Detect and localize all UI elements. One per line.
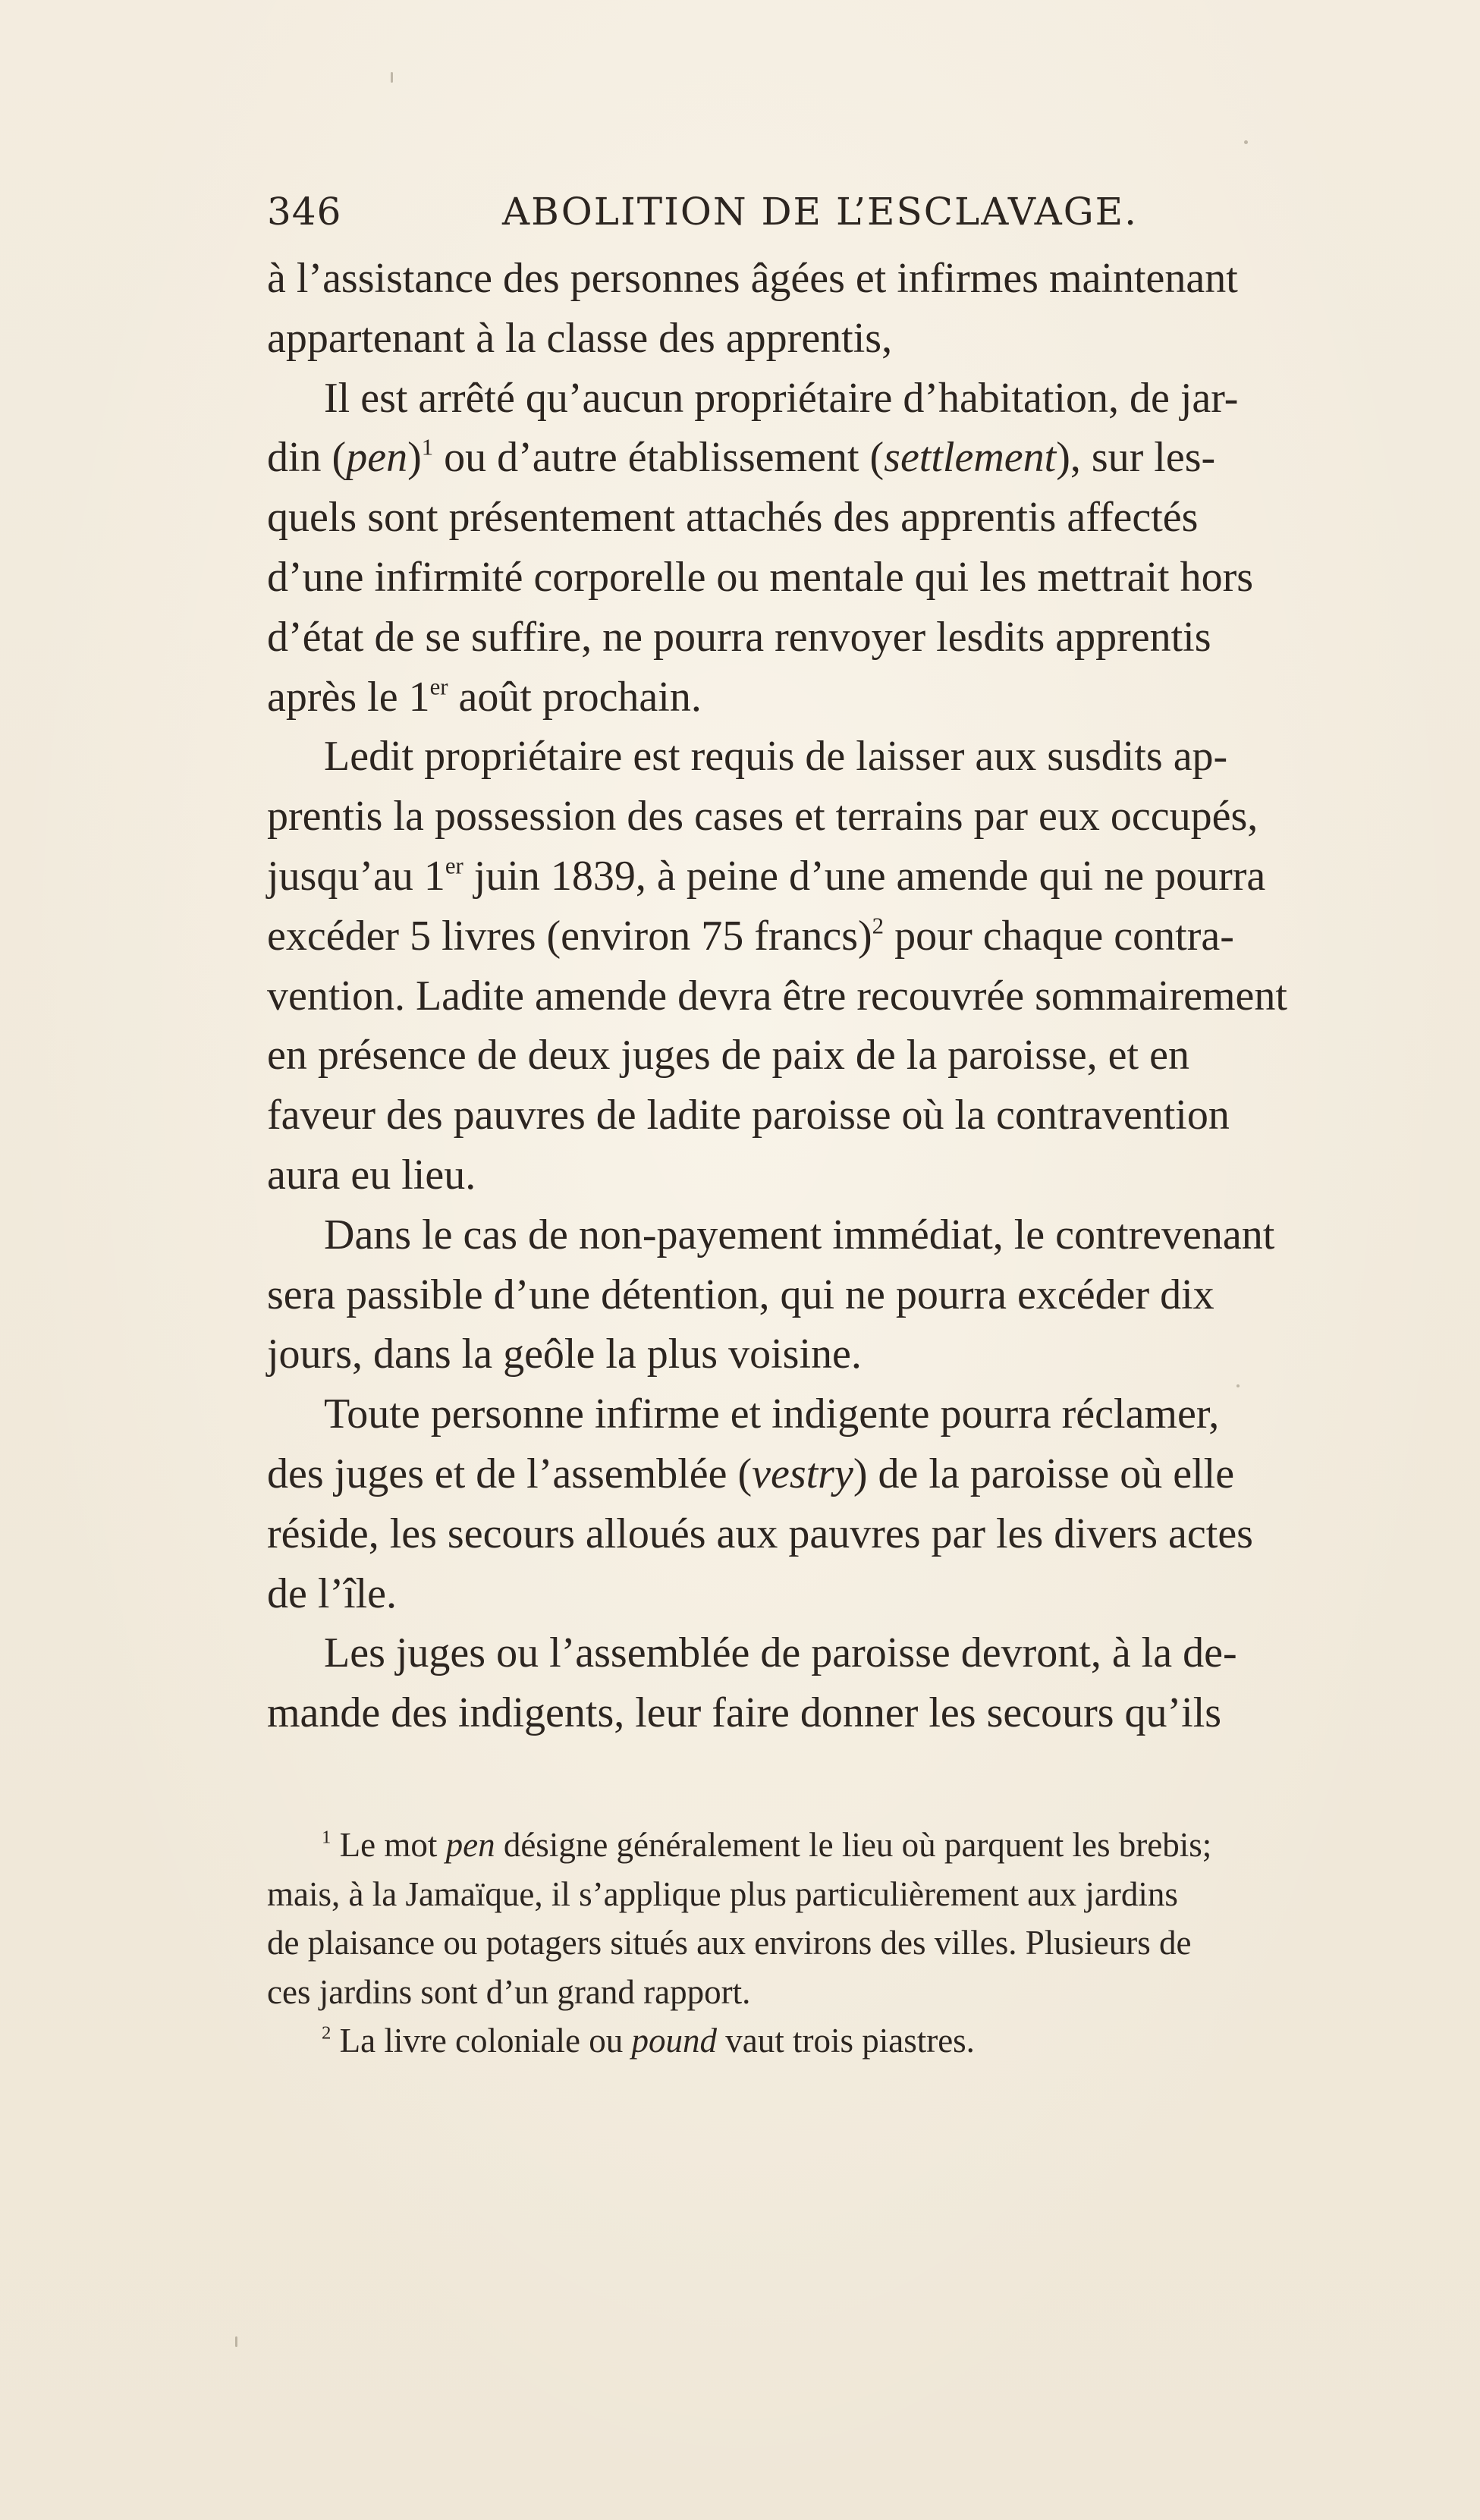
text-fragment: pour chaque contra- [884,912,1234,960]
footnote-1 [267,1821,1405,1870]
text-line: appartenant à la classe des apprentis, [267,314,893,362]
text-fragment: des juges et de l’assemblée ( [267,1450,753,1497]
footnote-line: mais, à la Jamaïque, il s’applique plus particulièrement aux jardins [267,1874,1178,1913]
body-text [267,249,1405,1743]
italic-term-pen: pen [346,434,408,482]
footnote-line: ces jardins sont d’un grand rapport. [267,1972,751,2011]
ordinal-suffix: er [445,853,463,879]
text-line: de l’île. [267,1570,397,1617]
text-line: à l’assistance des personnes âgées et infirmes maintenant [267,255,1238,302]
text-fragment: excéder 5 livres (environ 75 francs) [267,912,872,960]
ordinal-suffix: er [429,674,448,700]
text-line: Dans le cas de non-payement immédiat, le contrevenant [324,1211,1275,1258]
text-fragment: din ( [267,434,347,482]
paper-speck [391,72,393,83]
footnotes [267,1821,1405,2066]
page-number: 346 [267,190,342,234]
text-line: prentis la possession des cases et terrains par eux occupés, [267,793,1258,841]
text-line: Ledit propriétaire est requis de laisser aux susdits ap- [324,733,1228,781]
text-line: en présence de deux juges de paix de la paroisse, et en [267,1032,1189,1079]
italic-term-vestry: vestry [752,1450,853,1497]
text-line: Il est arrêté qu’aucun propriétaire d’habitation, de jar- [324,374,1239,422]
text-fragment: ou d’autre établissement ( [433,434,885,482]
text-line: vention. Ladite amende devra être recouvrée sommairement [267,972,1287,1020]
running-head: ABOLITION DE L’ESCLAVAGE. [502,190,1139,234]
text-line [267,847,1405,907]
paper-speck [235,2336,237,2347]
text-line: quels sont présentement attachés des apprentis affectés [267,494,1199,542]
footnote-line: de plaisance ou potagers situés aux environs des villes. Plusieurs de [267,1924,1192,1962]
text-line: réside, les secours alloués aux pauvres par les divers actes [267,1510,1253,1557]
text-line: jours, dans la geôle la plus voisine. [267,1331,862,1378]
footnote-ref-1: 1 [421,434,434,460]
footnote-ref-2: 2 [872,913,885,939]
italic-term-pen: pen [445,1826,495,1864]
text-line: sera passible d’une détention, qui ne pourra excéder dix [267,1271,1214,1318]
text-line: faveur des pauvres de ladite paroisse où la contravention [267,1092,1230,1139]
paper-speck [1236,1384,1240,1387]
text-fragment: ) de la paroisse où elle [853,1450,1235,1497]
text-line: Toute personne infirme et indigente pourra réclamer, [324,1390,1220,1438]
footnote-marker-1: 1 [322,1827,332,1848]
text-line: Les juges ou l’assemblée de paroisse devront, à la de- [324,1629,1237,1677]
text-line [267,907,1405,966]
italic-term-pound: pound [631,2022,717,2060]
italic-term-settlement: settlement [884,434,1057,482]
text-fragment: ) [407,434,422,482]
text-line [267,1444,1405,1504]
text-line: d’état de se suffire, ne pourra renvoyer lesdits apprentis [267,613,1211,661]
text-line [267,668,1405,727]
text-fragment: ), sur les- [1056,434,1216,482]
text-fragment: désigne généralement le lieu où parquent les brebis; [495,1826,1212,1864]
paper-speck [1244,140,1248,144]
text-line: mande des indigents, leur faire donner les secours qu’ils [267,1689,1222,1737]
page-header [267,190,1162,243]
text-fragment: vaut trois piastres. [716,2022,975,2060]
text-fragment: août prochain. [448,673,702,721]
footnote-2 [267,2016,1405,2066]
text-line: d’une infirmité corporelle ou mentale qui les mettrait hors [267,553,1254,601]
text-fragment: juin 1839, à peine d’une amende qui ne pourra [463,852,1266,900]
footnote-marker-2: 2 [322,2022,332,2044]
text-fragment: La livre coloniale ou [331,2022,632,2060]
text-line: aura eu lieu. [267,1151,476,1199]
text-fragment: après le 1 [267,673,430,721]
text-fragment: Le mot [331,1826,446,1864]
text-fragment: jusqu’au 1 [267,852,445,900]
text-line [267,428,1405,488]
